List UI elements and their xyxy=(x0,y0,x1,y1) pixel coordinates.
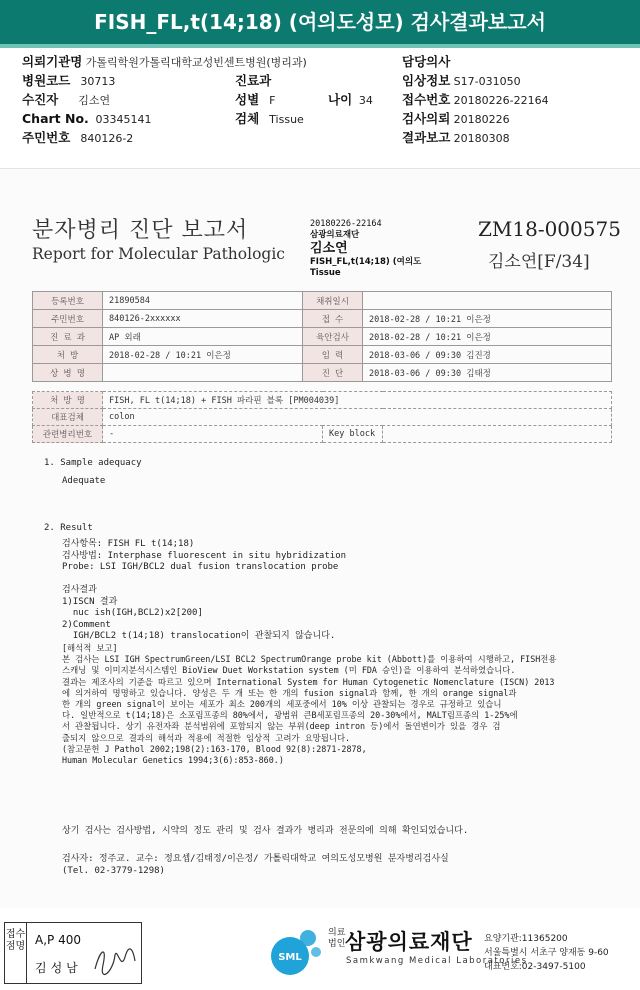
institution-label: 의뢰기관명 xyxy=(22,54,83,69)
receipt-no-value: 20180226-22164 xyxy=(453,94,549,107)
reception-stamp xyxy=(4,922,142,984)
sticker-receipt-no: 20180226-22164 xyxy=(310,219,382,229)
specimen-value: Tissue xyxy=(269,113,304,126)
hospital-code-label: 병원코드 xyxy=(22,73,71,88)
sticker-test: FISH_FL,t(14;18) (여의도 xyxy=(310,257,422,267)
order-value: FISH, FL t(14;18) + FISH 파라핀 블록 [PM004039] xyxy=(103,392,612,409)
table-value-cell: 2018-02-28 / 10:21 이은정 xyxy=(363,328,612,346)
report-date-label: 결과보고 xyxy=(402,130,451,145)
result-line: 1)ISCN 결과 xyxy=(62,596,118,607)
signature-icon xyxy=(91,943,137,977)
order-row xyxy=(33,392,612,409)
stamp-line-1: A,P 400 xyxy=(35,933,81,947)
stamp-line-2: 김성남 xyxy=(35,961,82,975)
keyblock-label: Key block xyxy=(323,426,383,443)
section-sample-adequacy-title: 1. Sample adequacy xyxy=(44,458,142,468)
clinical-info-value: S17-031050 xyxy=(453,75,521,88)
chart-no-value: 03345141 xyxy=(95,113,152,126)
keyblock-value xyxy=(383,426,612,443)
interpretation-line: 한 개의 green signal이 보이는 세포가 최소 200개의 세포중에서 10% 이상 관찰되는 경우로 규정하고 있습니 xyxy=(62,699,502,710)
related-value: - xyxy=(103,426,323,443)
table-value-cell: AP 외래 xyxy=(103,328,303,346)
related-row xyxy=(33,426,612,443)
table-value-cell: 2018-03-06 / 09:30 김태정 xyxy=(363,364,612,382)
org-contact xyxy=(484,932,609,974)
table-key-cell: 처 방 xyxy=(33,346,103,364)
receipt-no-label: 접수번호 xyxy=(402,92,451,107)
table-value-cell: 2018-02-28 / 10:21 이은정 xyxy=(103,346,303,364)
age-value: 34 xyxy=(358,94,373,107)
tel-line: (Tel. 02-3779-1298) xyxy=(62,866,165,876)
interpretation-line: 출되지 않으므로 결과의 해석과 적용에 적절한 임상적 고려가 요망됩니다. xyxy=(62,732,351,743)
table-key-cell: 진 단 xyxy=(303,364,363,382)
result-line xyxy=(62,574,346,586)
resident-no-label: 주민번호 xyxy=(22,130,71,145)
rep-specimen-row xyxy=(33,409,612,426)
order-label: 처 방 명 xyxy=(33,392,103,409)
result-line: 검사방법: Interphase fluorescent in situ hybridization xyxy=(62,550,347,561)
result-line: 검사결과 xyxy=(62,585,97,595)
title-underline xyxy=(0,44,640,48)
logo-text: SML xyxy=(278,952,302,963)
document-title-english: Report for Molecular Pathologic xyxy=(32,245,285,263)
sticker-org: 삼광의료재단 xyxy=(310,230,360,240)
sticker-patient-name: 김소연 xyxy=(310,241,348,256)
rep-specimen-label: 대표검체 xyxy=(33,409,103,426)
rep-specimen-value: colon xyxy=(103,409,612,426)
interpretation-line: (참고문헌 J Pathol 2002;198(2):163-170, Blood 92(8):2871-2878, xyxy=(62,743,367,754)
interpretation-line: 본 검사는 LSI IGH SpectrumGreen/LSI BCL2 SpectrumOrange probe kit (Abbott)를 이용하여 시행하고, FISH전용 xyxy=(62,654,557,665)
table-value-cell xyxy=(103,364,303,382)
result-line: 2)Comment xyxy=(62,619,111,630)
table-key-cell: 상 병 명 xyxy=(33,364,103,382)
registration-table xyxy=(32,291,612,382)
report-title-bar xyxy=(0,0,640,44)
interpretation-line: 다. 일반적으로 t(14;18)은 소포림프종의 80%에서, 광범위 큰B세포림프종의 20-30%에서, MALT림프종의 1-25%에 xyxy=(62,710,518,721)
section-result-title: 2. Result xyxy=(44,523,93,533)
chart-no-label: Chart No. xyxy=(22,111,89,126)
sml-logo-icon xyxy=(268,924,324,980)
doctor-label: 담당의사 xyxy=(402,54,451,69)
org-name-english: Samkwang Medical Laboratories xyxy=(346,956,528,966)
sticker-specimen: Tissue xyxy=(310,268,341,278)
document-title-korean: 분자병리 진단 보고서 xyxy=(32,218,249,243)
sex-label: 성별 xyxy=(235,92,260,107)
stamp-side-label: 접수 점명 xyxy=(5,923,27,983)
table-value-cell: 840126-2xxxxxx xyxy=(103,310,303,328)
interpretation-line: 스캐닝 및 이미지분석시스템인 BioView Duet Workstation system (미 FDA 승인)을 이용하여 분석하였습니다. xyxy=(62,665,516,676)
request-date-label: 검사의뢰 xyxy=(402,111,451,126)
table-value-cell: 2018-03-06 / 09:30 김진경 xyxy=(363,346,612,364)
table-key-cell: 채취일시 xyxy=(303,292,363,310)
table-key-cell: 등록번호 xyxy=(33,292,103,310)
report-date-value: 20180308 xyxy=(453,132,510,145)
tester-line: 검사자: 정주교. 교수: 정요셉/김태정/이은정/ 가톨릭대학교 여의도성모병원 분자병리검사실 xyxy=(62,854,449,864)
interpretation-line: 에 의거하여 명명하고 있습니다. 양성은 두 개 또는 한 개의 fusion signal과 함께, 한 개의 orange signal과 xyxy=(62,687,517,698)
related-label: 관련병리번호 xyxy=(33,426,103,443)
interpretation-line: Human Molecular Genetics 1994;3(6):853-860.) xyxy=(62,755,284,766)
patient-label: 수진자 xyxy=(22,92,59,107)
table-row xyxy=(33,328,612,346)
order-table xyxy=(32,391,612,443)
footer xyxy=(0,912,640,990)
result-block xyxy=(62,539,346,643)
specimen-label: 검체 xyxy=(235,111,260,126)
resident-no-value: 840126-2 xyxy=(80,132,134,145)
result-line: 검사항목: FISH FL t(14;18) xyxy=(62,539,195,549)
table-key-cell: 임 력 xyxy=(303,346,363,364)
org-type-line: 의료 xyxy=(328,928,346,938)
table-value-cell xyxy=(363,292,612,310)
result-line: nuc ish(IGH,BCL2)x2[200] xyxy=(62,608,203,618)
org-type xyxy=(328,928,345,950)
interpretation-line: 결과는 제조사의 기준을 따르고 있으며 International System for Human Cytogenetic Nomenclature (ISCN) 2013 xyxy=(62,676,555,687)
specimen-label-sticker xyxy=(310,219,440,279)
hospital-code-value: 30713 xyxy=(80,75,116,88)
org-address: 서울특별시 서초구 양재동 9-60 xyxy=(484,948,609,958)
department-label: 진료과 xyxy=(235,73,272,88)
institution-value: 가톨릭학원가톨릭대학교성빈센트병원(병리과) xyxy=(85,56,307,69)
age-label: 나이 xyxy=(328,92,353,107)
table-row xyxy=(33,346,612,364)
patient-value: 김소연 xyxy=(78,94,111,107)
clinical-info-label: 임상정보 xyxy=(402,73,451,88)
table-key-cell: 접 수 xyxy=(303,310,363,328)
result-line: IGH/BCL2 t(14;18) translocation이 관찰되지 않습니다. xyxy=(62,631,336,641)
request-date-value: 20180226 xyxy=(453,113,510,126)
interpretation-line: [해석적 보고] xyxy=(62,643,118,653)
table-row xyxy=(33,292,612,310)
table-key-cell: 육안검사 xyxy=(303,328,363,346)
table-key-cell: 진 료 과 xyxy=(33,328,103,346)
table-row xyxy=(33,310,612,328)
table-row xyxy=(33,364,612,382)
result-line: Probe: LSI IGH/BCL2 dual fusion translocation probe xyxy=(62,562,339,572)
org-facility-code: 요양기관:11365200 xyxy=(484,934,568,944)
report-number: ZM18-000575 xyxy=(478,217,621,241)
table-value-cell: 2018-02-28 / 10:21 이은정 xyxy=(363,310,612,328)
scanned-report xyxy=(0,168,640,908)
table-value-cell: 21890584 xyxy=(103,292,303,310)
interpretation-block xyxy=(62,643,556,766)
section-sample-adequacy-value: Adequate xyxy=(62,476,106,486)
confirmation-notice: 상기 검사는 검사방법, 시약의 정도 관리 및 검사 결과가 병리과 전문의에 의해 확인되었습니다. xyxy=(62,826,469,836)
sex-value: F xyxy=(269,94,276,107)
org-phone: 대표번호:02-3497-5100 xyxy=(484,962,586,972)
report-title: FISH_FL,t(14;18) (여의도성모) 검사결과보고서 xyxy=(94,10,546,34)
org-type-line: 법인 xyxy=(328,939,346,949)
table-key-cell: 주민번호 xyxy=(33,310,103,328)
interpretation-line: 서 관찰됩니다. 상기 유전자좌 분석범위에 포함되지 않는 부위(deep intron 등)에서 돌연변이가 있을 경우 검 xyxy=(62,721,501,732)
org-name: 삼광의료재단 xyxy=(345,930,473,954)
patient-tag: 김소연[F/34] xyxy=(488,252,590,272)
